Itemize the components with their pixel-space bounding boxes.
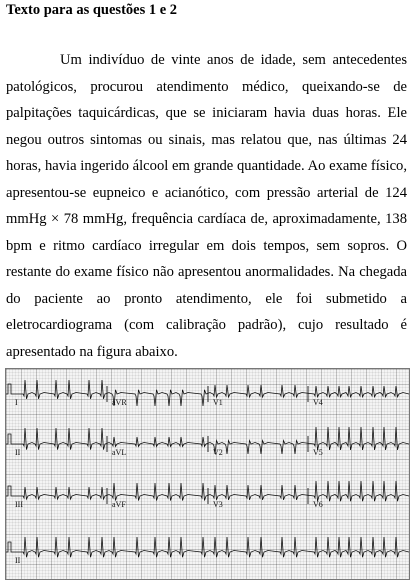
case-paragraph: Um indivíduo de vinte anos de idade, sem antecedentes patológicos, procurou atendimento médico, queixando-se de palpitações taquicárdicas, que se iniciaram havia duas horas. Ele negou outros sintomas ou sinais, mas relatou que, nas últimas 24 horas, havia ingerido álcool em grande quantidade. Ao exame físico, apresentou-se eupneico e acianótico, com pressão arterial de 124 mmHg × 78 mmHg, frequência cardíaca de, aproximadamente, 138 bpm e ritmo cardíaco irregular em dois tempos, sem sopros. O restante do exame físico não apresentou anormalidades. Na chegada do paciente ao pronto atendimento, ele foi submetido a eletrocardiograma (com calibração padrão), cujo resultado é apresentado na figura abaixo.: [6, 52, 407, 360]
ecg-tracing: [6, 369, 409, 579]
ecg-trace-row-1: [6, 380, 409, 406]
ecg-trace-row-4: [6, 537, 409, 557]
lead-label-ii: II: [15, 448, 21, 457]
lead-label-v4: V4: [313, 398, 323, 407]
lead-label-v2: V2: [213, 448, 223, 457]
ecg-trace-row-2: [6, 427, 409, 454]
lead-label-v6: V6: [313, 500, 323, 509]
lead-label-v1: V1: [213, 398, 223, 407]
case-description: [6, 47, 407, 365]
lead-label-iii: III: [15, 500, 23, 509]
section-heading: Texto para as questões 1 e 2: [6, 2, 178, 18]
lead-label-ii: II: [15, 556, 21, 565]
ecg-trace-row-3: [6, 481, 409, 501]
lead-label-v5: V5: [313, 448, 323, 457]
lead-label-avr: aVR: [112, 398, 127, 407]
ecg-figure: [5, 368, 410, 580]
lead-label-v3: V3: [213, 500, 223, 509]
lead-label-avf: aVF: [112, 500, 126, 509]
lead-label-avl: aVL: [112, 448, 127, 457]
lead-label-i: I: [15, 398, 18, 407]
